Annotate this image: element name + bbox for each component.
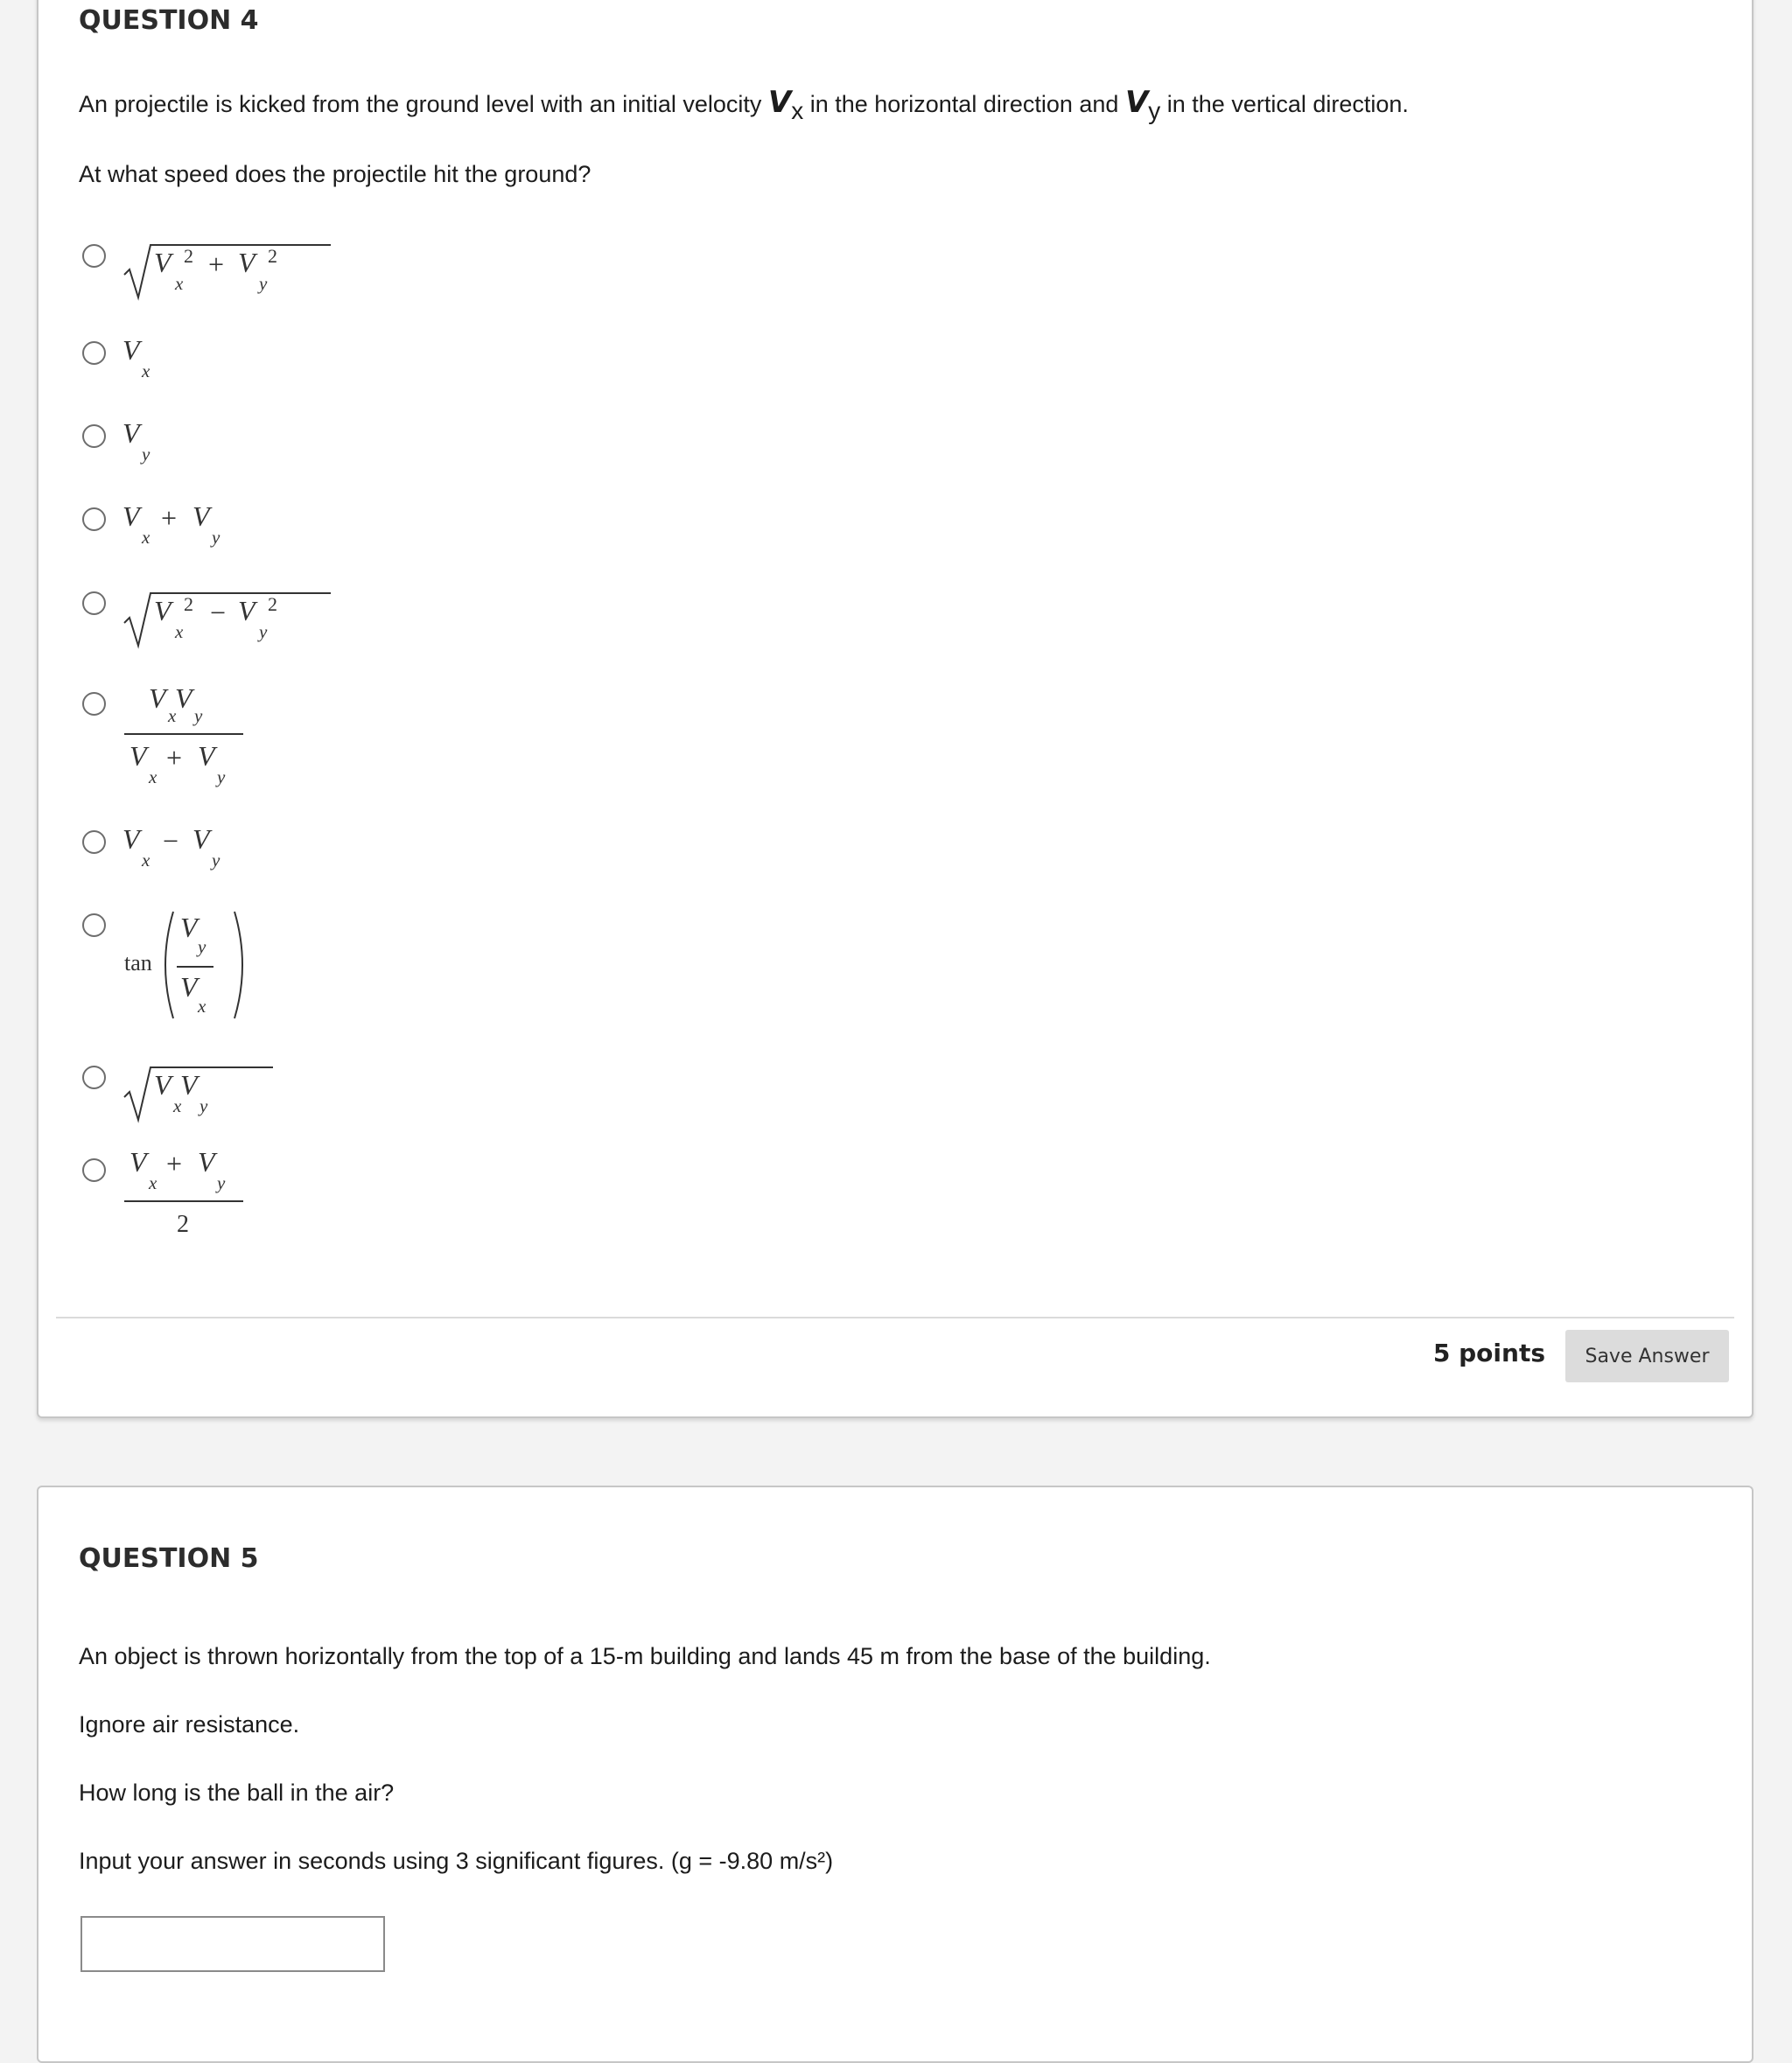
save-answer-button[interactable]: Save Answer	[1565, 1330, 1729, 1382]
option-radio-2[interactable]	[82, 341, 106, 365]
vy-subscript: y	[1148, 97, 1161, 124]
option-radio-7[interactable]	[82, 830, 106, 854]
fraction-bar	[177, 966, 214, 968]
option-2-formula: V x	[122, 334, 150, 381]
tan-label: tan	[124, 950, 152, 976]
option-3-formula: V y	[122, 417, 150, 465]
question-title: QUESTION 4	[79, 5, 259, 36]
question-text-line-3: How long is the ball in the air?	[79, 1780, 395, 1806]
question-prompt	[79, 85, 1409, 124]
option-9-formula: V x V y	[122, 1059, 276, 1124]
option-radio-5[interactable]	[82, 591, 106, 615]
answer-input[interactable]	[80, 1916, 385, 1972]
option-radio-3[interactable]	[82, 424, 106, 448]
fraction-bar	[124, 1200, 243, 1202]
option-4-formula: V x + V y	[122, 500, 220, 548]
vy-symbol: V	[1124, 85, 1149, 120]
question-text-line-2: Ignore air resistance.	[79, 1711, 300, 1738]
prompt-text: in the vertical direction.	[1160, 91, 1409, 117]
option-radio-8[interactable]	[82, 913, 106, 937]
option-7-formula: V x − V y	[122, 823, 220, 871]
question-text: At what speed does the projectile hit the ground?	[79, 161, 592, 187]
option-10-formula: V x + V y 2	[122, 1146, 254, 1247]
option-5-formula: V x 2 − V y 2	[122, 584, 332, 650]
option-6-formula: V x V y V x + V y	[122, 682, 254, 787]
points-label: 5 points	[1432, 1339, 1545, 1367]
question-4-card	[37, 0, 1754, 1418]
option-radio-9[interactable]	[82, 1066, 106, 1089]
prompt-text: An projectile is kicked from the ground level with an initial velocity	[79, 91, 768, 117]
question-title: QUESTION 5	[79, 1543, 259, 1574]
option-radio-4[interactable]	[82, 507, 106, 531]
question-text-line-4: Input your answer in seconds using 3 significant figures. (g = -9.80 m/s²)	[79, 1848, 834, 1874]
vx-subscript: x	[791, 97, 804, 124]
fraction-bar	[124, 733, 243, 735]
option-8-formula: tan V y V x	[122, 908, 245, 1022]
question-text-line-1: An object is thrown horizontally from the top of a 15-m building and lands 45 m from the base of the building.	[79, 1643, 1211, 1669]
option-radio-1[interactable]	[82, 244, 106, 268]
option-radio-6[interactable]	[82, 692, 106, 716]
option-radio-10[interactable]	[82, 1158, 106, 1182]
prompt-text: in the horizontal direction and	[803, 91, 1125, 117]
question-5-card	[37, 1486, 1754, 2063]
option-1-formula: V x 2 + V y 2	[122, 236, 332, 302]
vx-symbol: V	[767, 85, 792, 120]
footer-divider	[56, 1317, 1734, 1318]
